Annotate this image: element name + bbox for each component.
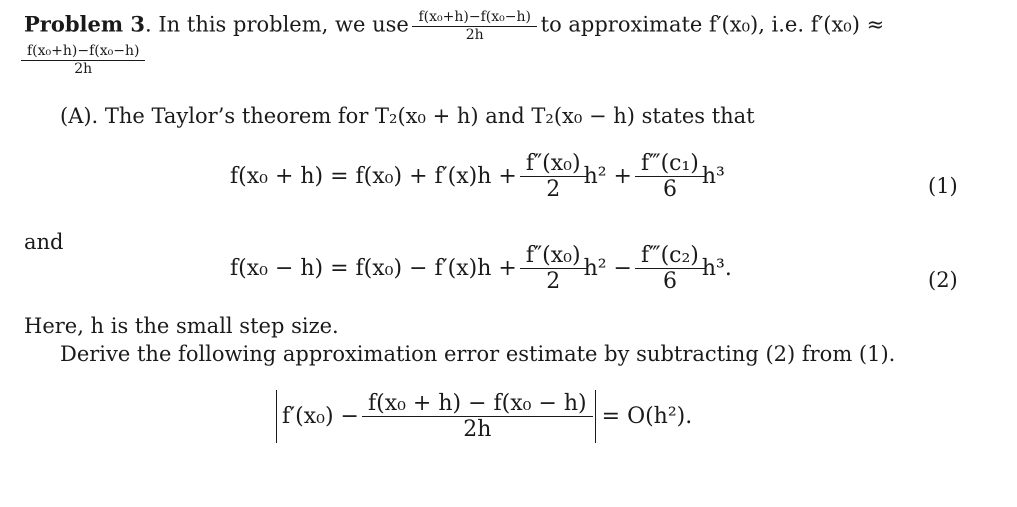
eq1-tail: h³ xyxy=(701,164,725,190)
equation-1 xyxy=(230,152,725,201)
equation-2 xyxy=(230,244,732,293)
equation-2-number: (2) xyxy=(928,268,958,292)
intro-fraction-2-denominator: 2h xyxy=(21,60,145,77)
intro-fraction-2-numerator: f(x₀+h)−f(x₀−h) xyxy=(27,43,140,59)
eq3-frac-den: 2h xyxy=(362,416,593,441)
eq2-mid: h² − xyxy=(583,256,632,282)
absolute-value xyxy=(276,390,596,443)
eq1-frac2-num: f‴(c₁) xyxy=(641,151,699,176)
step-size-text: Here, h is the small step size. xyxy=(24,314,339,338)
intro-fraction xyxy=(415,10,533,42)
and-text: and xyxy=(24,230,64,254)
eq2-frac1-num: f″(x₀) xyxy=(525,243,581,268)
eq1-mid: h² + xyxy=(583,164,632,190)
eq2-fraction-1 xyxy=(523,244,584,293)
part-a-text: (A). The Taylor’s theorem for T₂(x₀ + h) and T₂(x₀ − h) states that xyxy=(60,104,755,128)
eq1-frac1-den: 2 xyxy=(520,176,587,201)
problem-label: Problem 3 xyxy=(24,11,146,37)
eq1-frac2-den: 6 xyxy=(635,176,705,201)
equation-1-number: (1) xyxy=(928,174,958,198)
eq1-fraction-2 xyxy=(638,152,702,201)
intro-text-b: to approximate f′(x₀), i.e. f′(x₀) ≈ xyxy=(540,12,885,37)
intro-fraction-numerator: f(x₀+h)−f(x₀−h) xyxy=(418,9,531,25)
intro-text-a: . In this problem, we use xyxy=(145,12,409,37)
eq3-rhs: = O(h²). xyxy=(601,404,693,430)
eq3-fraction xyxy=(365,392,590,441)
problem-intro-line xyxy=(24,10,884,42)
eq3-frac-num: f(x₀ + h) − f(x₀ − h) xyxy=(367,391,587,416)
eq1-lhs: f(x₀ + h) = f(x₀) + f′(x)h + xyxy=(230,164,517,190)
eq2-tail: h³. xyxy=(701,256,732,282)
eq2-fraction-2 xyxy=(638,244,702,293)
eq2-lhs: f(x₀ − h) = f(x₀) − f′(x)h + xyxy=(230,256,517,282)
eq2-frac1-den: 2 xyxy=(520,268,587,293)
intro-continuation xyxy=(24,44,142,76)
eq1-fraction-1 xyxy=(523,152,584,201)
intro-fraction-denominator: 2h xyxy=(412,26,536,43)
intro-fraction-2 xyxy=(24,44,142,76)
derive-text: Derive the following approximation error estimate by subtracting (2) from (1). xyxy=(60,342,896,366)
eq3-abs-left: f′(x₀) − xyxy=(282,404,359,430)
eq2-frac2-den: 6 xyxy=(635,268,705,293)
eq2-frac2-num: f‴(c₂) xyxy=(641,243,699,268)
eq1-frac1-num: f″(x₀) xyxy=(525,151,581,176)
equation-3 xyxy=(276,390,692,443)
